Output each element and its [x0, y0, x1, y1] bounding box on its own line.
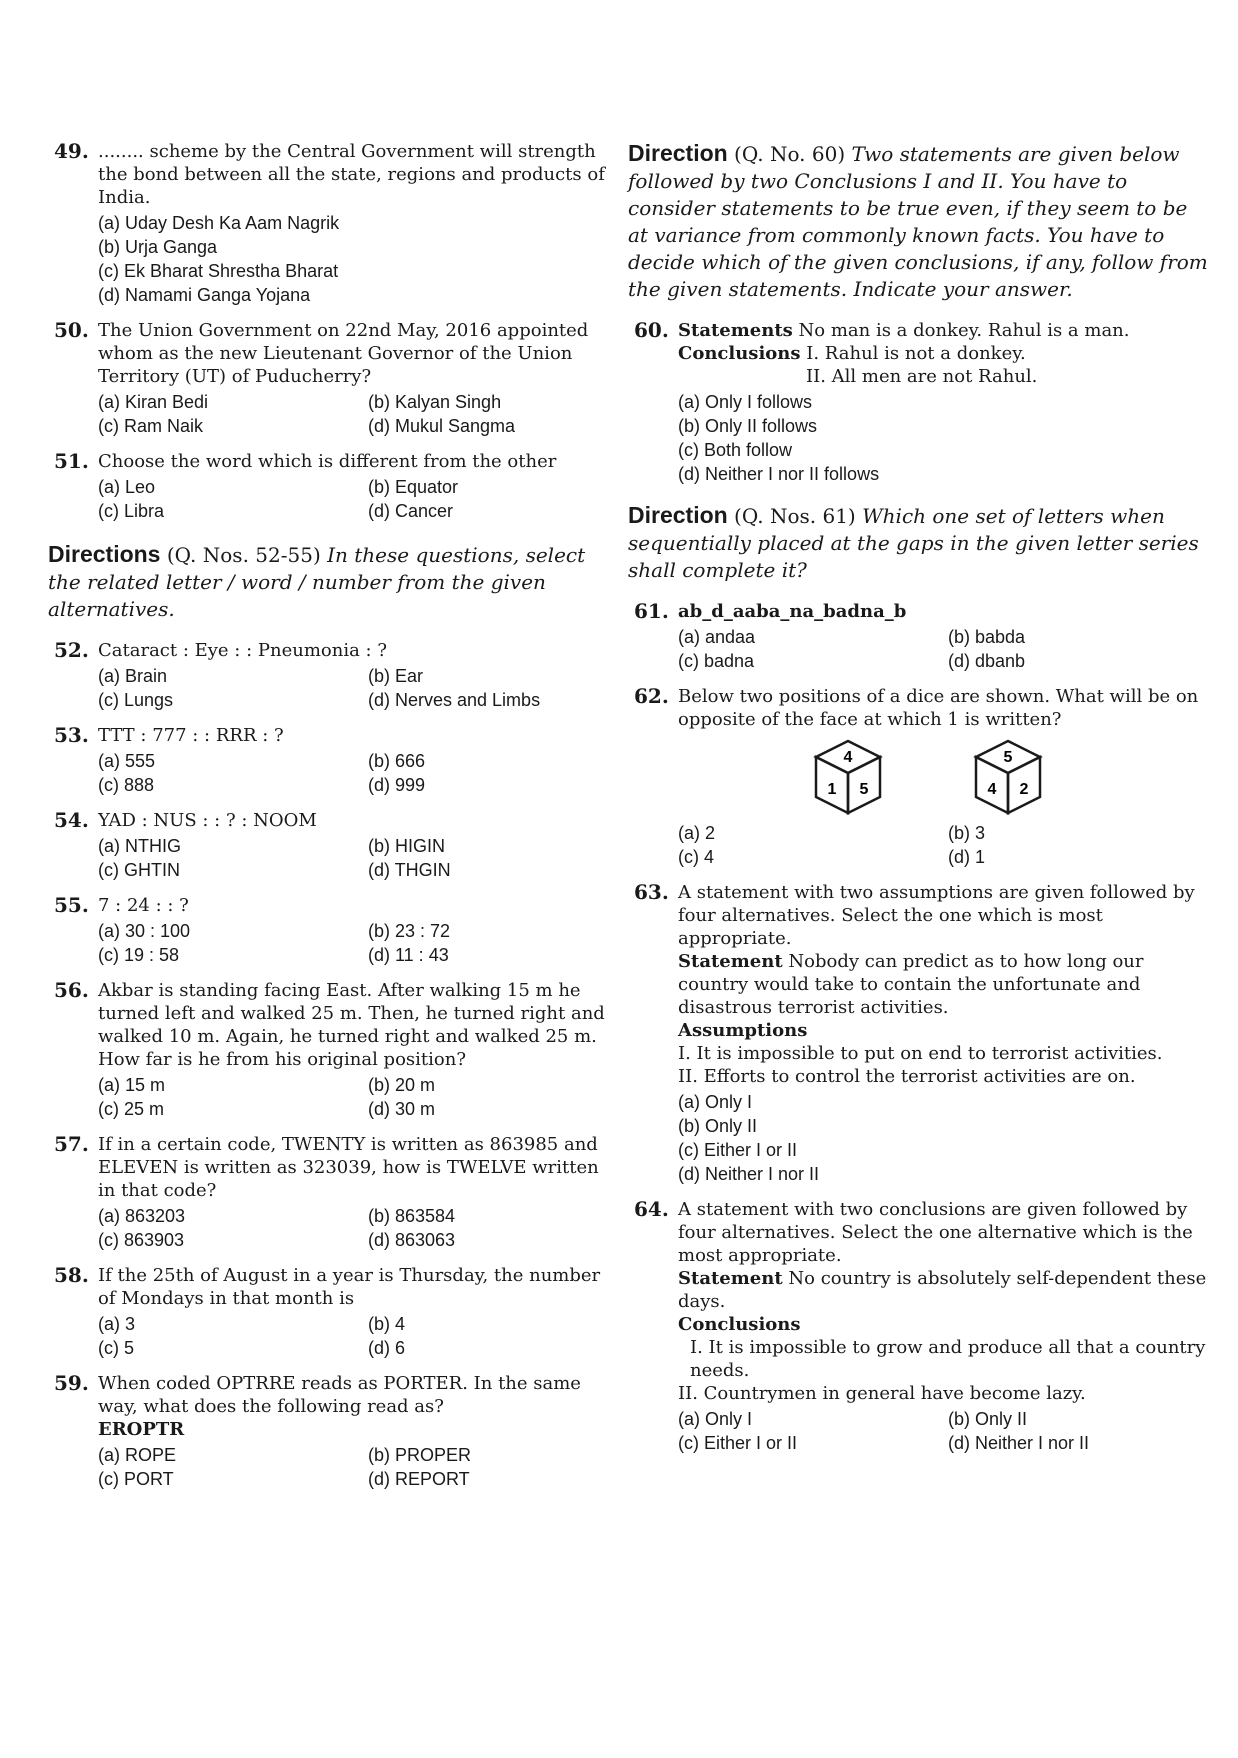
question-number: 59. [54, 1371, 89, 1395]
conclusions-label: Conclusions [678, 343, 801, 364]
options [98, 475, 608, 523]
option-c: (c) Libra [98, 501, 165, 521]
option-b: (b) Urja Ganga [98, 237, 218, 257]
question-58 [48, 1264, 608, 1360]
question-text: A statement with two conclusions are given followed by four alternatives. Select the one alternative which is the most appropriate. [678, 1199, 1193, 1266]
option-b: (b) 863584 [368, 1206, 456, 1226]
option-a: (a) Only I [678, 1409, 753, 1429]
question-text: Cataract : Eye : : Pneumonia : ? [98, 640, 387, 661]
option-a: (a) Only I [678, 1092, 753, 1112]
question-59 [48, 1372, 608, 1491]
question-number: 51. [54, 449, 89, 473]
options [98, 1312, 608, 1360]
direction-heading: Direction [628, 140, 728, 166]
question-62 [628, 685, 1208, 869]
option-d: (d) dbanb [948, 651, 1026, 671]
option-b: (b) 23 : 72 [368, 921, 451, 941]
option-b: (b) Only II [678, 1116, 758, 1136]
option-a: (a) ROPE [98, 1445, 177, 1465]
directions-text: In these questions, select the related letter / word / number from the given alternatives. [48, 543, 586, 621]
question-56 [48, 979, 608, 1121]
question-number: 50. [54, 318, 89, 342]
directions-heading: Directions [48, 541, 161, 567]
question-number: 64. [634, 1197, 669, 1221]
option-b: (b) 4 [368, 1314, 406, 1334]
option-d: (d) THGIN [368, 860, 451, 880]
dice-2-left-face: 4 [987, 781, 997, 798]
statement-label: Statement [678, 1268, 783, 1289]
statements-text: No man is a donkey. Rahul is a man. [798, 320, 1130, 341]
option-b: (b) Ear [368, 666, 424, 686]
question-55 [48, 894, 608, 967]
question-53 [48, 724, 608, 797]
option-a: (a) Only I follows [678, 392, 813, 412]
question-61 [628, 600, 1208, 673]
question-number: 63. [634, 880, 669, 904]
direction-text: Which one set of letters when sequentially placed at the gaps in the given letter series shall complete it? [628, 504, 1199, 582]
statement-label: Statement [678, 951, 783, 972]
option-a: (a) 15 m [98, 1075, 166, 1095]
question-text: TTT : 777 : : RRR : ? [98, 725, 284, 746]
question-number: 56. [54, 978, 89, 1002]
option-d: (d) Neither I nor II follows [678, 464, 880, 484]
options [678, 1090, 1208, 1186]
question-number: 55. [54, 893, 89, 917]
option-d: (d) Neither I nor II [948, 1433, 1090, 1453]
option-b: (b) Only II [948, 1409, 1028, 1429]
dice-1 [808, 737, 888, 817]
question-number: 60. [634, 318, 669, 342]
option-b: (b) babda [948, 627, 1026, 647]
options [98, 749, 608, 797]
direction-61 [628, 502, 1208, 584]
statements-label: Statements [678, 320, 793, 341]
directions-ref: (Q. Nos. 52-55) [166, 543, 321, 567]
question-number: 62. [634, 684, 669, 708]
dice-2-top-face: 5 [1003, 749, 1013, 766]
option-a: (a) 3 [98, 1314, 136, 1334]
conclusions-label: Conclusions [678, 1314, 801, 1335]
conclusion-2: II. Countrymen in general have become lazy. [678, 1383, 1086, 1404]
assumption-2: II. Efforts to control the terrorist activities are on. [678, 1066, 1136, 1087]
question-50 [48, 319, 608, 438]
assumptions-label: Assumptions [678, 1020, 808, 1041]
question-54 [48, 809, 608, 882]
option-c: (c) badna [678, 651, 755, 671]
option-b: (b) Kalyan Singh [368, 392, 502, 412]
dice-2 [968, 737, 1048, 817]
option-c: (c) 5 [98, 1338, 134, 1358]
assumption-1: I. It is impossible to put on end to terrorist activities. [678, 1043, 1163, 1064]
option-d: (d) 863063 [368, 1230, 456, 1250]
options [678, 821, 1208, 869]
dice-1-top-face: 4 [843, 749, 853, 766]
option-d: (d) Nerves and Limbs [368, 690, 541, 710]
direction-text: Two statements are given below followed by two Conclusions I and II. You have to consider statements to be true even, if they seem to be at variance from commonly known facts. You have to decide which of the given conclusions, if any, follow from the given statements. Indicate your answer. [628, 142, 1208, 301]
option-c: (c) Either I or II [678, 1140, 798, 1160]
options [98, 1204, 608, 1252]
option-c: (c) 19 : 58 [98, 945, 180, 965]
statement-text: No country is absolutely self-dependent these days. [678, 1268, 1207, 1312]
option-d: (d) REPORT [368, 1469, 470, 1489]
option-b: (b) 3 [948, 823, 986, 843]
option-c: (c) GHTIN [98, 860, 180, 880]
option-c: (c) Lungs [98, 690, 174, 710]
question-64 [628, 1198, 1208, 1455]
question-text: YAD : NUS : : ? : NOOM [98, 810, 317, 831]
option-c: (c) PORT [98, 1469, 174, 1489]
conclusion-1: I. It is impossible to grow and produce all that a country needs. [690, 1337, 1206, 1381]
option-d: (d) Mukul Sangma [368, 416, 516, 436]
question-text: Below two positions of a dice are shown. What will be on opposite of the face at which 1 is written? [678, 686, 1199, 730]
left-column [48, 140, 608, 1503]
options [98, 834, 608, 882]
question-49 [48, 140, 608, 307]
question-text: The Union Government on 22nd May, 2016 appointed whom as the new Lieutenant Governor of the Union Territory (UT) of Puducherry? [98, 320, 589, 387]
options [98, 1073, 608, 1121]
option-c: (c) Ek Bharat Shrestha Bharat [98, 261, 339, 281]
option-a: (a) 30 : 100 [98, 921, 191, 941]
option-a: (a) andaa [678, 627, 756, 647]
option-d: (d) Namami Ganga Yojana [98, 285, 311, 305]
option-d: (d) 11 : 43 [368, 945, 449, 965]
option-a: (a) Brain [98, 666, 168, 686]
question-63 [628, 881, 1208, 1186]
dice-figures [678, 737, 1208, 817]
option-b: (b) Equator [368, 477, 459, 497]
dice-1-left-face: 1 [827, 781, 837, 798]
direction-60 [628, 140, 1208, 303]
question-57 [48, 1133, 608, 1252]
option-c: (c) Both follow [678, 440, 793, 460]
option-a: (a) Kiran Bedi [98, 392, 209, 412]
option-b: (b) HIGIN [368, 836, 446, 856]
question-text: ........ scheme by the Central Government will strength the bond between all the state, regions and products of India. [98, 141, 605, 208]
option-b: (b) PROPER [368, 1445, 472, 1465]
question-number: 58. [54, 1263, 89, 1287]
option-b: (b) 20 m [368, 1075, 436, 1095]
question-text: If the 25th of August in a year is Thursday, the number of Mondays in that month is [98, 1265, 601, 1309]
options [98, 1443, 608, 1491]
question-52 [48, 639, 608, 712]
dice-2-right-face: 2 [1019, 781, 1029, 798]
question-number: 54. [54, 808, 89, 832]
option-b: (b) 666 [368, 751, 426, 771]
options [98, 919, 608, 967]
option-a: (a) NTHIG [98, 836, 181, 856]
direction-ref: (Q. Nos. 61) [734, 504, 856, 528]
option-d: (d) Cancer [368, 501, 454, 521]
question-text: A statement with two assumptions are given followed by four alternatives. Select the one which is most appropriate. [678, 882, 1195, 949]
option-a: (a) Uday Desh Ka Aam Nagrik [98, 213, 340, 233]
question-text: If in a certain code, TWENTY is written as 863985 and ELEVEN is written as 323039, how is TWELVE written in that code? [98, 1134, 599, 1201]
option-b: (b) Only II follows [678, 416, 818, 436]
question-number: 53. [54, 723, 89, 747]
option-a: (a) Leo [98, 477, 156, 497]
question-text: Choose the word which is different from the other [98, 451, 557, 472]
question-text: 7 : 24 : : ? [98, 895, 189, 916]
option-d: (d) 999 [368, 775, 426, 795]
right-column [628, 140, 1208, 1467]
letter-series: ab_d_aaba_na_badna_b [678, 601, 907, 622]
option-c: (c) Either I or II [678, 1433, 798, 1453]
question-51 [48, 450, 608, 523]
dice-1-right-face: 5 [859, 781, 869, 798]
question-number: 61. [634, 599, 669, 623]
question-60 [628, 319, 1208, 486]
option-d: (d) 1 [948, 847, 986, 867]
direction-ref: (Q. No. 60) [734, 142, 846, 166]
option-c: (c) 25 m [98, 1099, 165, 1119]
option-a: (a) 555 [98, 751, 156, 771]
question-number: 49. [54, 139, 89, 163]
coded-word: EROPTR [98, 1419, 185, 1440]
option-d: (d) 6 [368, 1338, 406, 1358]
option-c: (c) 4 [678, 847, 714, 867]
question-text: When coded OPTRRE reads as PORTER. In the same way, what does the following read as? [98, 1373, 581, 1417]
option-c: (c) 888 [98, 775, 155, 795]
options [678, 625, 1208, 673]
options [98, 211, 608, 307]
direction-heading: Direction [628, 502, 728, 528]
question-text: Akbar is standing facing East. After walking 15 m he turned left and walked 25 m. Then, he turned right and walked 10 m. Again, he turned right and walked 25 m. How far is he from his original position? [98, 980, 605, 1070]
option-a: (a) 863203 [98, 1206, 186, 1226]
option-c: (c) Ram Naik [98, 416, 204, 436]
statement-text: Nobody can predict as to how long our country would take to contain the unfortunate and disastrous terrorist activities. [678, 951, 1144, 1018]
question-number: 52. [54, 638, 89, 662]
conclusion-2: II. All men are not Rahul. [806, 366, 1038, 387]
options [98, 664, 608, 712]
options [678, 390, 1208, 486]
directions-52-55 [48, 541, 608, 623]
options [678, 1407, 1208, 1455]
option-d: (d) Neither I nor II [678, 1164, 820, 1184]
option-c: (c) 863903 [98, 1230, 185, 1250]
options [98, 390, 608, 438]
option-d: (d) 30 m [368, 1099, 436, 1119]
question-number: 57. [54, 1132, 89, 1156]
option-a: (a) 2 [678, 823, 716, 843]
conclusion-1: I. Rahul is not a donkey. [806, 343, 1026, 364]
